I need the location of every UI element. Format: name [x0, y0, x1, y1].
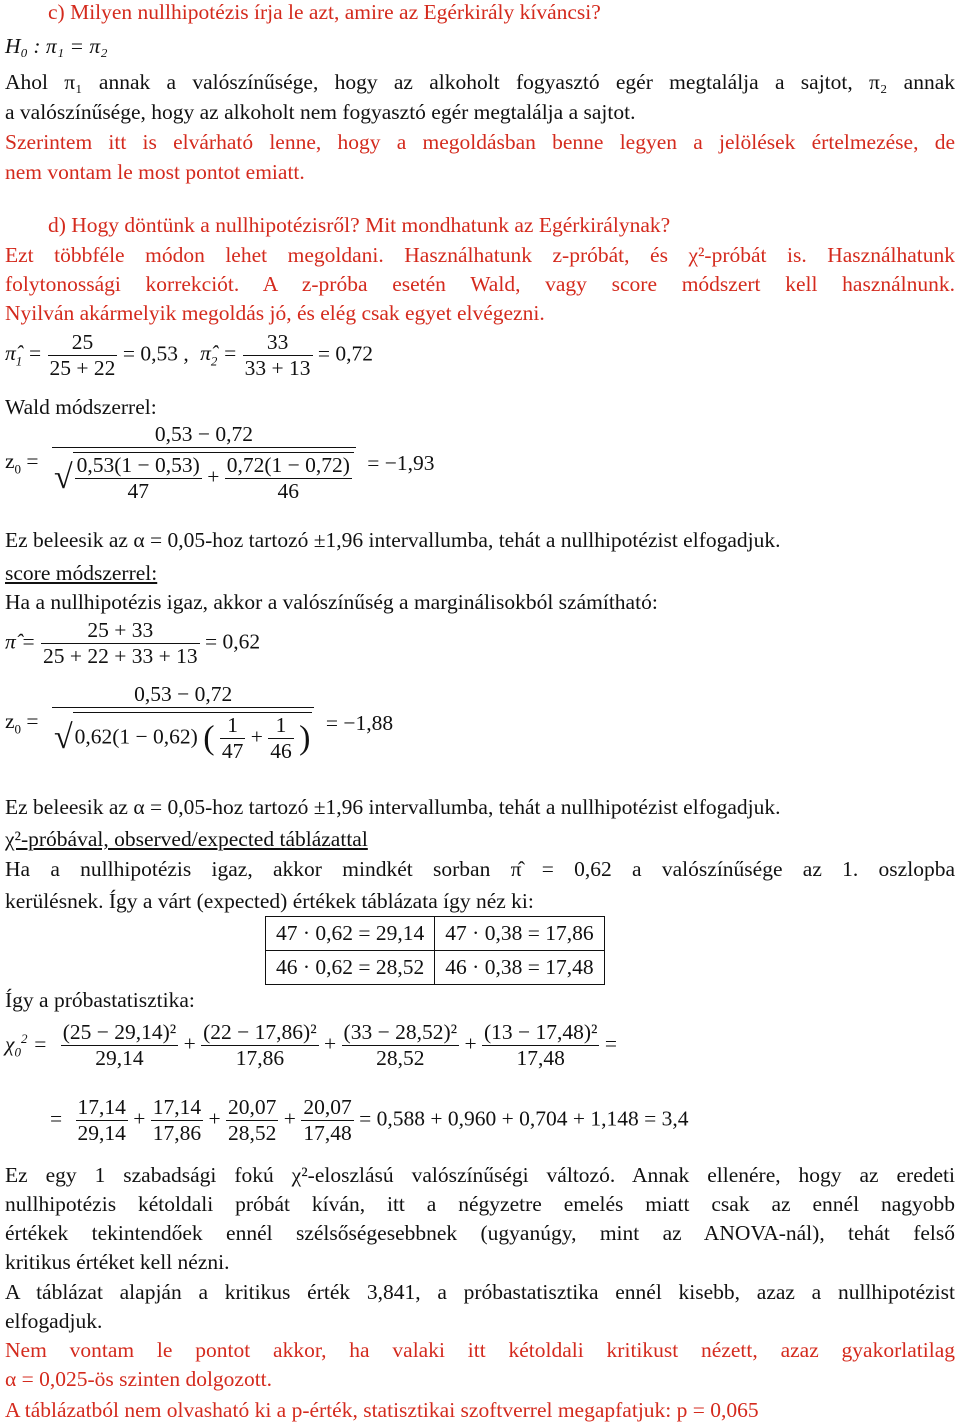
fraction: $\frac{25}{25 + 22}$ — [49, 330, 116, 380]
accept-line: Ez beleesik az α = 0,05-hoz tartozó ±1,96 intervallumba, tehát a nullhipotézist elfogadjuk. — [5, 795, 781, 819]
table-row — [266, 917, 605, 951]
chi-intro: kerülésnek. Így a várt (expected) értékek táblázata így néz ki: — [5, 889, 534, 913]
fraction: $\frac{33}{33 + 13}$ — [244, 330, 311, 380]
conclusion-line: értékek tekintendőek ennél szélsőségesebbnek (ugyanúgy, mint az ANOVA-nál), tehát felső — [5, 1221, 955, 1245]
text-line: a valószínűsége, hogy az alkoholt nem fogyasztó egér megtalálja a sajtot. — [5, 100, 636, 124]
wald-formula: $z_0$ = 0,53 − 0,72 √ $\frac{0,53(1 - 0,53)}{47}$ + $\frac{0,72(1 - 0,72)}{46}$ = −1,93 — [5, 422, 435, 503]
table-cell: 46 · 0,38 = 17,48 — [435, 951, 604, 985]
comment-line: A táblázatból nem olvasható ki a p-érték, statisztikai szoftverrel megapfatjuk: p = 0,065 — [5, 1398, 759, 1422]
score-intro: Ha a nullhipotézis igaz, akkor a valószínűség a marginálisokból számítható: — [5, 590, 658, 614]
chi-square-formula: $\chi_0^2$ = $\frac{\text{(25 − 29,14)²}}{29,14}$ + $\frac{\text{(22 − 17,86)²}}{17,86}$ + $\frac{\text{(33 − 28,52)²}}{28,52}$ + $\frac{\text{(13 − 17,48)²}}{17,48}$ = — [5, 1020, 617, 1070]
intro-line: Nyilván akármelyik megoldás jó, és elég csak egyet elvégezni. — [5, 301, 545, 325]
question-d: d) Hogy döntünk a nullhipotézisről? Mit mondhatunk az Egérkirálynak? — [48, 213, 671, 237]
pooled-p-equation: π̂ = $\frac{25 + 33}{25 + 22 + 33 + 13}$ = 0,62 — [5, 618, 261, 668]
question-c: c) Milyen nullhipotézis írja le azt, amire az Egérkirály kíváncsi? — [48, 0, 601, 24]
comment-line: Szerintem itt is elvárható lenne, hogy a megoldásban benne legyen a jelölések értelmezése, de — [5, 130, 955, 154]
conclusion-line: elfogadjuk. — [5, 1309, 103, 1333]
chi-intro: Ha a nullhipotézis igaz, akkor mindkét sorban π̂ = 0,62 a valószínűsége az 1. oszlopba — [5, 857, 955, 881]
conclusion-line: kritikus értéket kell nézni. — [5, 1250, 230, 1274]
wald-title: Wald módszerrel: — [5, 395, 157, 419]
table-cell: 47 · 0,38 = 17,86 — [435, 917, 604, 951]
chi-square-sum: = $\frac{17,14}{29,14}$ + $\frac{17,14}{17,86}$ + $\frac{20,07}{28,52}$ + $\frac{20,07}{17,48}$ = 0,588 + 0,960 + 0,704 + 1,148 = 3,4 — [50, 1095, 689, 1145]
table-cell: 46 · 0,62 = 28,52 — [266, 951, 435, 985]
conclusion-line: Ez egy 1 szabadsági fokú χ²-eloszlású valószínűségi változó. Annak ellenére, hogy az eredeti — [5, 1163, 955, 1187]
score-title: score módszerrel: — [5, 561, 158, 585]
chi-title: χ²-próbával, observed/expected táblázattal — [5, 827, 368, 851]
intro-line: Ezt többféle módon lehet megoldani. Használhatunk z-próbát, és χ²-próbát is. Használhatunk — [5, 243, 955, 267]
stat-title: Így a próbastatisztika: — [5, 988, 195, 1012]
accept-line: Ez beleesik az α = 0,05-hoz tartozó ±1,96 intervallumba, tehát a nullhipotézist elfogadjuk. — [5, 528, 781, 552]
text-line: Ahol π₁ annak a valószínűsége, hogy az alkoholt fogyasztó egér megtalálja a sajtot, π₂ annak — [5, 70, 955, 94]
conclusion-line: A táblázat alapján a kritikus érték 3,841, a próbastatisztika ennél kisebb, azaz a nullhipotézist — [5, 1280, 955, 1304]
intro-line: folytonossági korrekciót. A z-próba esetén Wald, vagy score módszert kell használnunk. — [5, 272, 955, 296]
score-formula: $z_0$ = 0,53 − 0,72 √0,62(1 − 0,62) ( $\frac{1}{47}$ + $\frac{1}{46}$ ) = −1,88 — [5, 682, 394, 763]
null-hypothesis: H₀ : π₁ = π₂ — [5, 34, 108, 58]
expected-table — [265, 916, 605, 985]
table-row — [266, 951, 605, 985]
comment-line: Nem vontam le pontot akkor, ha valaki itt kétoldali kritikust nézett, azaz gyakorlatilag — [5, 1338, 955, 1362]
comment-line: nem vontam le most pontot emiatt. — [5, 160, 305, 184]
table-cell: 47 · 0,62 = 29,14 — [266, 917, 435, 951]
comment-line: α = 0,025-ös szinten dolgozott. — [5, 1367, 273, 1391]
conclusion-line: nullhipotézis kétoldali próbát kíván, itt a négyzetre emelés miatt csak az ennél nagyobb — [5, 1192, 955, 1216]
p-hat-equations: $\pî_1$ = $\frac{25}{25 + 22}$ = 0,53 , $\pî_2$ = $\frac{33}{33 + 13}$ = 0,72 — [5, 330, 374, 380]
